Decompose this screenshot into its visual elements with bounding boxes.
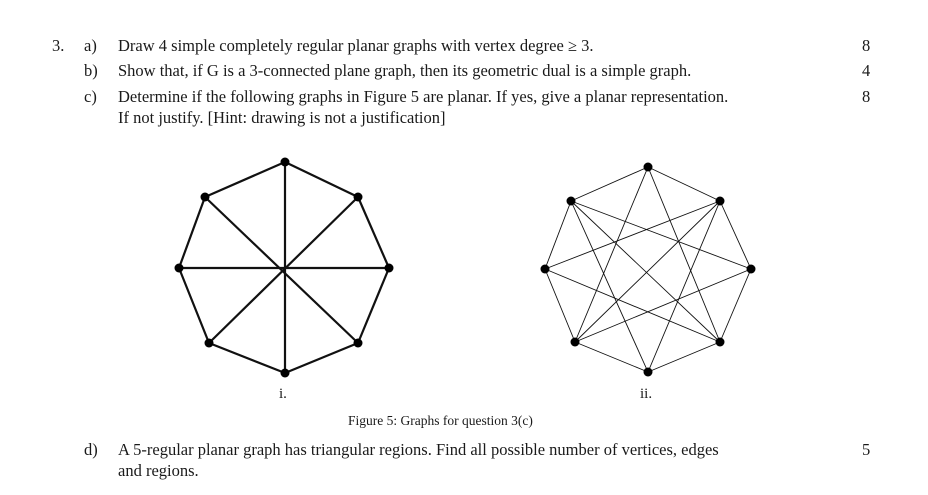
graph-ii-vertex-6 — [541, 265, 550, 274]
part-b-text: Show that, if G is a 3-connected plane graph, then its geometric dual is a simple graph. — [118, 61, 692, 80]
part-d-text-line2: and regions. — [118, 461, 199, 480]
graph-i-edge-1 — [358, 197, 389, 268]
graph-ii-edge-4 — [575, 342, 648, 372]
graph-i — [175, 158, 394, 378]
graph-i-edge-7 — [205, 162, 285, 197]
graph-ii-edge-6 — [545, 201, 571, 269]
graph-ii-edge-7 — [571, 167, 648, 201]
graph-ii-vertex-2 — [747, 265, 756, 274]
graph-ii-edge-0 — [648, 167, 720, 201]
graph-ii-vertex-3 — [716, 338, 725, 347]
graph-i-vertex-2 — [385, 264, 394, 273]
graph-ii-edge-9 — [575, 167, 648, 342]
graph-i-vertex-3 — [354, 339, 363, 348]
part-c-text-line1: Determine if the following graphs in Figure 5 are planar. If yes, give a planar representation. — [118, 87, 729, 106]
graph-i-edge-2 — [358, 268, 389, 343]
part-c-label: c) — [84, 87, 97, 106]
graph-ii-vertex-5 — [571, 338, 580, 347]
question-number: 3. — [52, 36, 65, 55]
graph-i-vertex-5 — [205, 339, 214, 348]
part-b-label: b) — [84, 61, 98, 80]
part-a-text: Draw 4 simple completely regular planar graphs with vertex degree ≥ 3. — [118, 36, 594, 55]
part-d-label: d) — [84, 440, 98, 459]
graph-ii-edge-15 — [571, 201, 648, 372]
part-b-marks: 4 — [862, 61, 871, 80]
graph-i-edge-4 — [209, 343, 285, 373]
part-d-text-line1: A 5-regular planar graph has triangular regions. Find all possible number of vertices, edges — [118, 440, 719, 459]
part-a-label: a) — [84, 36, 97, 55]
graph-ii-vertex-0 — [644, 163, 653, 172]
part-d-marks: 5 — [862, 440, 871, 459]
graph-i-edge-6 — [179, 197, 205, 268]
part-a-marks: 8 — [862, 36, 871, 55]
graph-i-edge-3 — [285, 343, 358, 373]
graph-ii-edge-14 — [545, 269, 720, 342]
graph-ii-label: ii. — [640, 386, 653, 402]
part-c-marks: 8 — [862, 87, 871, 106]
graph-ii-edge-8 — [648, 167, 720, 342]
graph-ii-vertex-7 — [567, 197, 576, 206]
figure-caption: Figure 5: Graphs for question 3(c) — [348, 413, 533, 428]
graph-i-vertex-6 — [175, 264, 184, 273]
graph-i-vertex-4 — [281, 369, 290, 378]
graph-i-edge-5 — [179, 268, 209, 343]
graph-i-vertex-7 — [201, 193, 210, 202]
part-c-text-line2: If not justify. [Hint: drawing is not a justification] — [118, 108, 446, 127]
graph-ii-vertex-1 — [716, 197, 725, 206]
graph-ii-vertex-4 — [644, 368, 653, 377]
graph-i-label: i. — [279, 386, 287, 402]
graph-i-edge-0 — [285, 162, 358, 197]
graph-i-vertex-1 — [354, 193, 363, 202]
graph-ii — [541, 163, 756, 377]
graph-i-vertex-0 — [281, 158, 290, 167]
